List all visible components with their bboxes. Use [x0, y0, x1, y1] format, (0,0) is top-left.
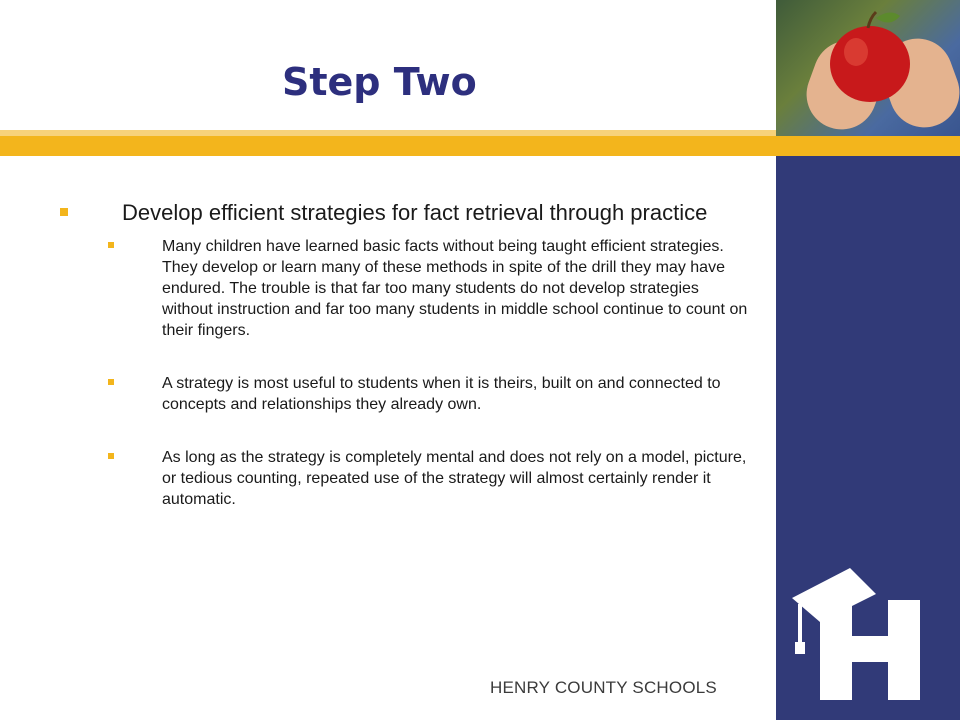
- slide-content: [60, 200, 750, 542]
- square-bullet-icon: [60, 208, 68, 216]
- square-bullet-icon: [108, 242, 114, 248]
- apple-hands-photo: [776, 0, 960, 136]
- graduation-cap-h-logo: [790, 560, 940, 710]
- apple-icon: [776, 0, 960, 136]
- gold-band: [0, 136, 960, 156]
- sub-bullet: [60, 373, 750, 415]
- sub-bullet-text: As long as the strategy is completely mental and does not rely on a model, picture, or tedious counting, repeated use of the strategy will almost certainly render it automatic.: [162, 449, 747, 508]
- footer-school-name: HENRY COUNTY SCHOOLS: [490, 678, 717, 697]
- main-bullet-text: Develop efficient strategies for fact retrieval through practice: [122, 200, 708, 225]
- square-bullet-icon: [108, 453, 114, 459]
- sub-bullet: [60, 447, 750, 510]
- sub-bullet: [60, 236, 750, 341]
- main-bullet: [60, 200, 750, 226]
- square-bullet-icon: [108, 379, 114, 385]
- sub-bullet-text: A strategy is most useful to students when it is theirs, built on and connected to concepts and relationships they already own.: [162, 375, 721, 413]
- sub-bullet-text: Many children have learned basic facts without being taught efficient strategies. They develop or learn many of these methods in spite of the drill they may have endured. The trouble is that far too many students do not develop strategies without instruction and far too many students in middle school continue to count on their fingers.: [162, 238, 748, 339]
- slide-title: Step Two: [282, 60, 477, 104]
